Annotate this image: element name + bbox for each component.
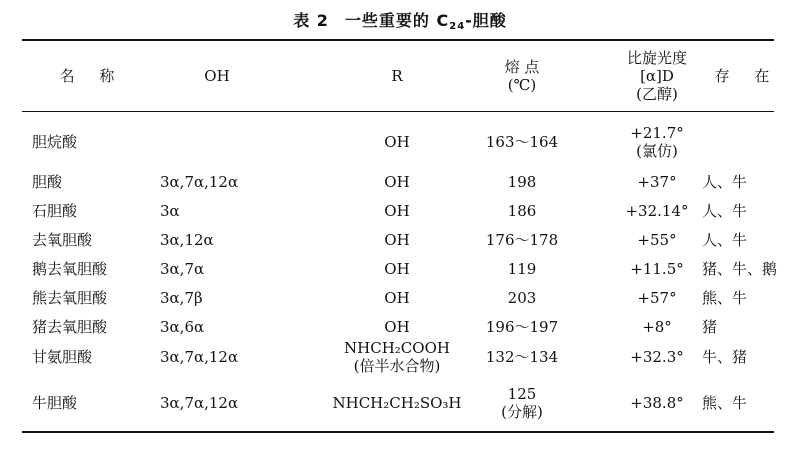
cell-optical-rotation: +11.5° bbox=[630, 260, 684, 278]
cell-source: 人、牛 bbox=[702, 231, 748, 249]
header-optical-rotation: 比旋光度 [α]D (乙醇) bbox=[626, 49, 687, 103]
cell-source bbox=[702, 122, 782, 162]
cell-compound-name: 鹅去氧胆酸 bbox=[32, 260, 108, 278]
cell-oh-positions: 3α,12α bbox=[160, 231, 214, 249]
cell-optical-rotation: +32.14° bbox=[625, 202, 689, 220]
cell-optical-rotation: +8° bbox=[642, 318, 672, 336]
table-row bbox=[22, 122, 774, 162]
top-rule bbox=[22, 39, 774, 41]
title-subscript: 24 bbox=[449, 21, 466, 32]
cell-r-group: NHCH₂CH₂SO₃H bbox=[332, 394, 462, 412]
cell-source: 牛、猪 bbox=[702, 348, 748, 366]
cell-oh-positions: 3α,7α,12α bbox=[160, 348, 239, 366]
table-number: 表 2 bbox=[293, 11, 329, 30]
table-row bbox=[22, 254, 778, 284]
cell-optical-rotation: +21.7° (氯仿) bbox=[630, 124, 684, 160]
cell-oh-positions: 3α,7α bbox=[160, 260, 205, 278]
cell-melting-point: 119 bbox=[507, 260, 537, 278]
cell-r-group: OH bbox=[384, 202, 410, 220]
table-row bbox=[22, 381, 774, 425]
cell-compound-name: 猪去氧胆酸 bbox=[32, 318, 108, 336]
cell-oh-positions: 3α,7β bbox=[160, 289, 203, 307]
cell-r-group: OH bbox=[384, 133, 410, 151]
cell-source: 熊、牛 bbox=[702, 394, 748, 412]
cell-optical-rotation: +37° bbox=[637, 173, 677, 191]
title-main: 一些重要的 C bbox=[344, 11, 450, 30]
cell-optical-rotation: +55° bbox=[637, 231, 677, 249]
cell-melting-point: 125 (分解) bbox=[501, 385, 543, 421]
cell-melting-point: 198 bbox=[507, 173, 537, 191]
cell-oh-positions: 3α,7α,12α bbox=[160, 394, 239, 412]
cell-source: 人、牛 bbox=[702, 202, 748, 220]
cell-melting-point: 176～178 bbox=[485, 231, 559, 249]
header-r: R bbox=[391, 67, 403, 85]
header-name: 名 称 bbox=[59, 67, 125, 85]
header-rule bbox=[22, 111, 774, 112]
table-row bbox=[22, 196, 774, 226]
cell-melting-point: 132～134 bbox=[485, 348, 559, 366]
table-row bbox=[22, 167, 774, 197]
cell-r-group: OH bbox=[384, 318, 410, 336]
cell-optical-rotation: +57° bbox=[637, 289, 677, 307]
cell-r-group: OH bbox=[384, 260, 410, 278]
cell-source: 熊、牛 bbox=[702, 289, 748, 307]
header-source: 存 在 bbox=[714, 67, 780, 85]
cell-source: 猪、牛、鹅 bbox=[702, 260, 778, 278]
cell-source: 人、牛 bbox=[702, 173, 748, 191]
cell-compound-name: 去氧胆酸 bbox=[32, 231, 93, 249]
cell-r-group: NHCH₂COOH (倍半水合物) bbox=[344, 339, 450, 375]
cell-melting-point: 186 bbox=[507, 202, 537, 220]
cell-compound-name: 胆酸 bbox=[32, 173, 63, 191]
table-row bbox=[22, 283, 774, 313]
cell-oh-positions: 3α,7α,12α bbox=[160, 173, 239, 191]
cell-optical-rotation: +32.3° bbox=[630, 348, 684, 366]
table-row bbox=[22, 335, 774, 379]
cell-oh-positions: 3α bbox=[160, 202, 180, 220]
cell-melting-point: 163～164 bbox=[485, 133, 559, 151]
cell-r-group: OH bbox=[384, 289, 410, 307]
table-title bbox=[0, 8, 800, 32]
cell-optical-rotation: +38.8° bbox=[630, 394, 684, 412]
cell-compound-name: 石胆酸 bbox=[32, 202, 78, 220]
cell-oh-positions: 3α,6α bbox=[160, 318, 205, 336]
cell-source: 猪 bbox=[702, 318, 718, 336]
cell-r-group: OH bbox=[384, 231, 410, 249]
table-row bbox=[22, 225, 774, 255]
cell-melting-point: 203 bbox=[507, 289, 537, 307]
header-melting-point: 熔 点 (℃) bbox=[504, 58, 540, 94]
bottom-rule bbox=[22, 431, 774, 433]
cell-compound-name: 熊去氧胆酸 bbox=[32, 289, 108, 307]
cell-compound-name: 胆烷酸 bbox=[32, 133, 78, 151]
table-header bbox=[22, 43, 780, 109]
header-oh: OH bbox=[204, 67, 230, 85]
cell-melting-point: 196～197 bbox=[485, 318, 559, 336]
cell-r-group: OH bbox=[384, 173, 410, 191]
cell-compound-name: 牛胆酸 bbox=[32, 394, 78, 412]
cell-compound-name: 甘氨胆酸 bbox=[32, 348, 93, 366]
title-suffix: -胆酸 bbox=[465, 11, 507, 30]
